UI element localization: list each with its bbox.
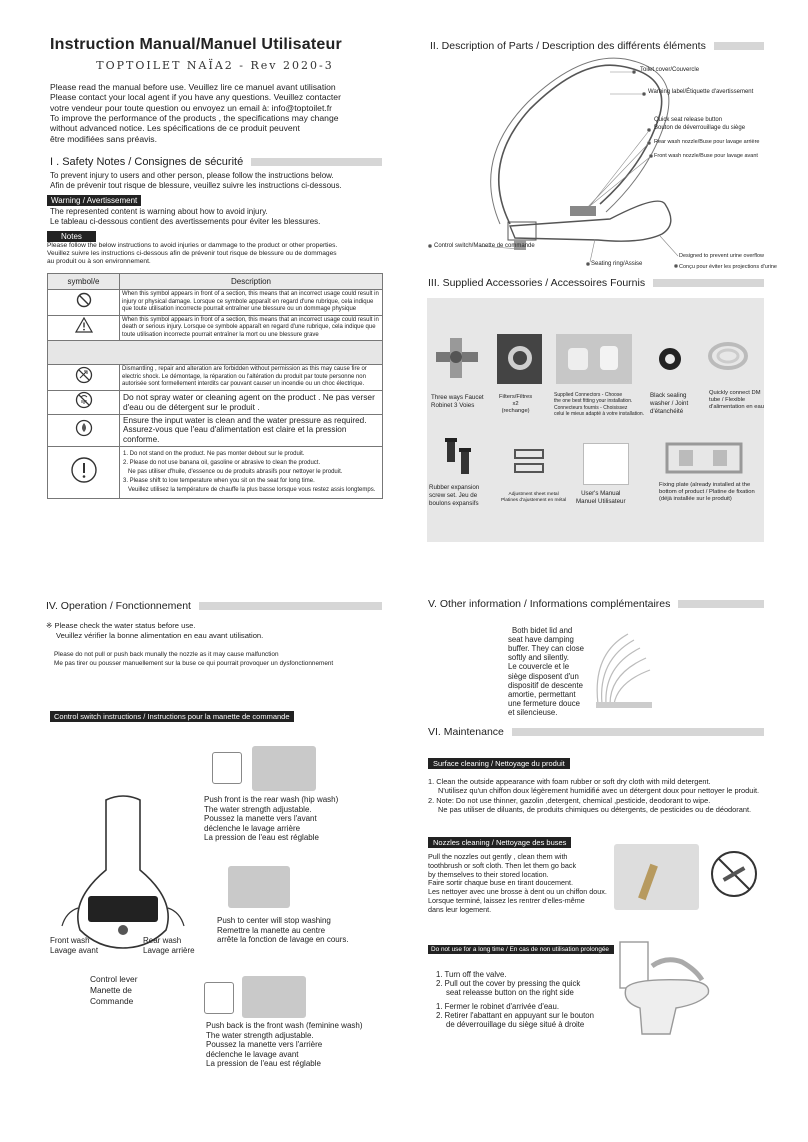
table-row — [48, 390, 383, 414]
safety-heading — [50, 156, 382, 168]
acc-label: Rubber expansion screw set. Jeu de boulons expansifs — [429, 484, 480, 507]
table-row — [48, 414, 383, 447]
rule-line: Veuillez utilisez la température de chauffe la plus basse lorsque vous restez assis longtemps. — [128, 487, 376, 494]
label-front-nozzle: Front wash nozzle/Buse pour lavage avant — [654, 153, 758, 159]
label-ring: Seating ring/Assise — [591, 261, 643, 267]
label-cover: Toilet cover/Couvercle — [640, 67, 700, 73]
nozzle-cleaning-bar: Nozzles cleaning / Nettoyage des buses — [428, 837, 571, 848]
warning-text — [50, 207, 382, 227]
front-wash-label: Front wash Lavage avant — [50, 936, 99, 956]
safety-line: Afin de prévenir tout risque de blessure, veuillez suivre les instructions ci-dessous. — [50, 181, 342, 190]
table-cell: Dismantling , repair and alteration are forbidden without permission as this may cause fire or electric shock. Le démontage, la réparation ou l'altération du produit par toute personne non autorisée sont formellement interdits car pouvant causer un incendie ou un choc électrique. — [120, 365, 383, 391]
push-center-text: Push to center will stop washing Remettre la manette au centre arrête la fonction de lavage en cours. — [217, 916, 349, 945]
warning-line: The represented content is warning about how to avoid injury. — [50, 207, 268, 216]
control-panel-diagram — [48, 790, 198, 960]
control-lever-label: Control lever Manette de Commande — [90, 974, 138, 1006]
no-disassembly-icon — [48, 365, 120, 391]
section-title: VI. Maintenance — [428, 726, 504, 738]
intro-line: without advanced notice. Les spécifications de ce produit peuvent — [50, 123, 300, 134]
push-back-photo — [242, 976, 306, 1018]
parts-heading — [430, 40, 764, 52]
warning-line: Le tableau ci-dessous contient des avertissements pour éviter les blessures. — [50, 217, 321, 226]
table-cell: When this symbol appears in front of a section, this means that an incorrect usage could result in injury or physical damage. Lorsque ce symbole apparaît en regard d'une rubrique, cela indique que toute utilisation incorrecte pourrait entraîner une blessure ou un dommage physique — [120, 290, 383, 316]
nozzle-text: Pull the nozzles out gently , clean them with toothbrush or soft cloth. Then let them go back by themselves to their stored location. Faire sortir chaque buse en tirant doucement. Les nettoyer avec une brosse à dent ou un chiffon doux. Lorsque terminé, laissez les rentrer d'elles-même dans leur logement. — [428, 852, 607, 914]
safety-intro — [50, 171, 382, 191]
exclamation-icon — [48, 447, 120, 499]
fixing-plate-icon — [663, 438, 745, 478]
warning-label: Warning / Avertissement — [47, 195, 141, 206]
tube-icon — [705, 338, 751, 374]
operation-heading — [46, 600, 382, 612]
acc-label: Three ways Faucet Robinet 3 Voies — [431, 394, 484, 409]
notes-label: Notes — [47, 231, 96, 242]
check-line: Veuillez vérifier la bonne alimentation en eau avant utilisation. — [56, 630, 264, 640]
control-switch-bar: Control switch instructions / Instructions pour la manette de commande — [50, 711, 294, 722]
acc-label: User's Manual Manuel Utilisateur — [576, 490, 626, 505]
surface-cleaning-bar: Surface cleaning / Nettoyage du produit — [428, 758, 570, 769]
warning-triangle-icon — [48, 315, 120, 341]
rule-line: 1. Do not stand on the product. Ne pas monter debout sur le produit. — [123, 451, 305, 458]
table-row — [48, 447, 383, 499]
water-drop-icon — [48, 414, 120, 447]
rule-line: Ne pas utiliser d'huile, d'essence ou de produits abrasifs pour nettoyer le produit. — [128, 469, 343, 476]
table-cell: When this symbol appears in front of a section, this means that an incorrect usage could result in death or serious injury. Lorsque ce symbole apparaît en regard d'une rubrique, cela indique que toute utilisation incorrecte pourrait entraîner la mort ou une blessure grave — [120, 315, 383, 341]
table-cell — [120, 447, 383, 499]
acc-label: Black sealing washer / Joint d'étanchéité — [650, 392, 689, 415]
page-title: Instruction Manual/Manuel Utilisateur — [50, 36, 342, 53]
prohibit-icon — [48, 290, 120, 316]
table-row — [48, 290, 383, 316]
intro-line: Please read the manual before use. Veuillez lire ce manuel avant utilisation — [50, 82, 336, 92]
accessories-heading — [428, 277, 764, 289]
section-title: III. Supplied Accessories / Accessoires Fournis — [428, 277, 646, 289]
push-front-text: Push front is the rear wash (hip wash) The water strength adjustable. Poussez la manette vers l'avant déclenche le lavage arrière La pression de l'eau est réglable — [204, 795, 339, 843]
acc-label: Fixing plate (already installed at the bottom of product / Platine de fixation (déjà installée sur le produit) — [659, 482, 755, 503]
notes-line: au produit ou à son environnement. — [47, 257, 151, 265]
header — [50, 36, 380, 144]
no-water-spray-icon — [48, 390, 120, 414]
toilet-cover — [499, 65, 662, 224]
col-description: Description — [120, 274, 383, 290]
other-heading — [428, 598, 764, 610]
washer-icon — [659, 348, 681, 370]
intro-line: Please contact your local agent if you have any questions. Veuillez contacter — [50, 92, 341, 103]
label-overflow-fr: Conçu pour éviter les projections d'urine — [679, 264, 777, 270]
intro-line: To improve the performance of the products , the specifications may change — [50, 112, 339, 123]
label-release-fr: Bouton de déverrouillage du siège — [654, 125, 746, 131]
notes-line: Veuillez suivre les instructions ci-dessous afin de prévenir tout risque de blessure ou de dommages — [47, 249, 337, 257]
connectors-icon — [556, 334, 632, 384]
section-title: I . Safety Notes / Consignes de sécurité — [50, 156, 244, 168]
acc-label: Filters/Filtres x2 (rechange) — [499, 394, 533, 415]
filter-icon — [497, 334, 542, 384]
intro-line: être modifiées sans préavis. — [50, 133, 157, 144]
push-front-photo — [252, 746, 316, 791]
section-title: II. Description of Parts / Description des différents éléments — [430, 40, 706, 52]
operation-check — [46, 621, 386, 641]
label-rear-nozzle: Rear wash nozzle/Buse pour lavage arrière — [654, 139, 760, 145]
soft-close-diagram — [588, 624, 658, 714]
table-cell: Do not spray water or cleaning agent on the product . Ne pas verser d'eau ou de détergent sur le produit . — [120, 390, 383, 414]
rule-line: 2. Please do not use banana oil, gasoline or abrasive to clean the product. — [123, 460, 321, 467]
acc-label: Adjustment sheet metal Platines d'ajustement en métal — [501, 492, 567, 503]
check-line: ※ Please check the water status before use. — [46, 621, 196, 630]
safety-table — [47, 273, 383, 499]
acc-label: Supplied Connectors - Choose the one best fitting your installation. Connecteurs fournis - Choisissez celui le mieux adapté à votre installation. — [554, 392, 645, 417]
label-warning: Warning label/Étiquette d'avertissement — [648, 89, 754, 95]
safety-line: To prevent injury to users and other person, please follow the instructions below. — [50, 171, 334, 180]
notes-text — [47, 242, 383, 266]
label-overflow: Designed to prevent urine overflow — [679, 253, 764, 259]
accessories-panel — [427, 298, 764, 542]
faucet-icon — [432, 334, 482, 384]
table-cell — [120, 341, 383, 365]
label-control: Control switch/Manette de commande — [434, 243, 535, 249]
note-line: Me pas tirer ou pousser manuellement sur la buse ce qui pourrait provoquer un dysfonctionnement — [54, 659, 334, 667]
operation-nozzle-note — [54, 651, 384, 668]
long-term-bar: Do not use for a long time / En cas de non utilisation prolongée — [428, 945, 614, 954]
nozzle-photo — [614, 844, 699, 910]
section-title: V. Other information / Informations complémentaires — [428, 598, 671, 610]
label-release: Quick seat release button — [654, 117, 723, 123]
rule-line: 3. Please shift to low temperature when you sit on the seat for long time. — [123, 478, 315, 485]
screws-icon — [441, 436, 481, 480]
intro-line: votre vendeur pour toute question ou envoyez un email à: info@toptoilet.fr — [50, 102, 332, 113]
intro-text — [50, 82, 380, 144]
rear-wash-label: Rear wash Lavage arrière — [143, 936, 195, 956]
no-pull-nozzle-icon — [708, 848, 760, 900]
acc-label: Quickly connect DM tube / Flexible d'alimentation en eau — [709, 390, 764, 411]
section-title: IV. Operation / Fonctionnement — [46, 600, 191, 612]
manual-icon — [583, 443, 629, 485]
table-row — [48, 315, 383, 341]
col-symbol: symbol/e — [48, 274, 120, 290]
maintenance-heading — [428, 726, 764, 738]
surface-text: 1. Clean the outside appearance with foam rubber or soft dry cloth with mild detergent. N'utilisez qu'un chiffon doux légèrement humidifié avec un détergent doux pour nettoyer le produit. 2. Note: Do not use thinner, gazolin ,detergent, chemical ,pesticide, deodorant to wipe. Ne pas utiliser de diluants, de produits chimiques ou détergents, de pesticides ou de déodorant. — [428, 777, 760, 815]
table-row — [48, 365, 383, 391]
table-row — [48, 341, 383, 365]
note-line: Please do not pull or push back munally the nozzle as it may cause malfunction — [54, 651, 279, 658]
page-subtitle: TOPTOILET NAÏA2 - Rev 2020-3 — [96, 59, 334, 72]
long-term-text: 1. Turn off the valve. 2. Pull out the cover by pressing the quick seat releasse button on the right side 1. Fermer le robinet d'arrivée d'eau. 2. Retirer l'abattant en appuyant sur le bouton de déverrouillage du siège situé à droite — [436, 970, 594, 1029]
push-back-text: Push back is the front wash (feminine wash) The water strength adjustable. Poussez la manette vers l'arrière déclenche le lavage avant La pression de l'eau est réglable — [206, 1021, 363, 1069]
damping-text: Both bidet lid and seat have damping buffer. They can close softly and silently. Le couvercle et le siège disposent d'un dispositif de descente amortie, permettant une fermeture douce et silencieuse. — [508, 626, 584, 717]
metal-sheet-icon — [513, 448, 547, 476]
table-cell: Ensure the input water is clean and the water pressure as required. Assurez-vous que l'eau d'alimentation est claire et la pression conforme. — [120, 414, 383, 447]
rear-wash-icon — [212, 752, 242, 784]
toilet-illustration — [616, 938, 726, 1038]
push-center-photo — [228, 866, 290, 908]
front-wash-icon — [204, 982, 234, 1014]
notes-line: Please follow the below instructions to avoid injuries or dammage to the product or other properties. — [47, 242, 338, 249]
